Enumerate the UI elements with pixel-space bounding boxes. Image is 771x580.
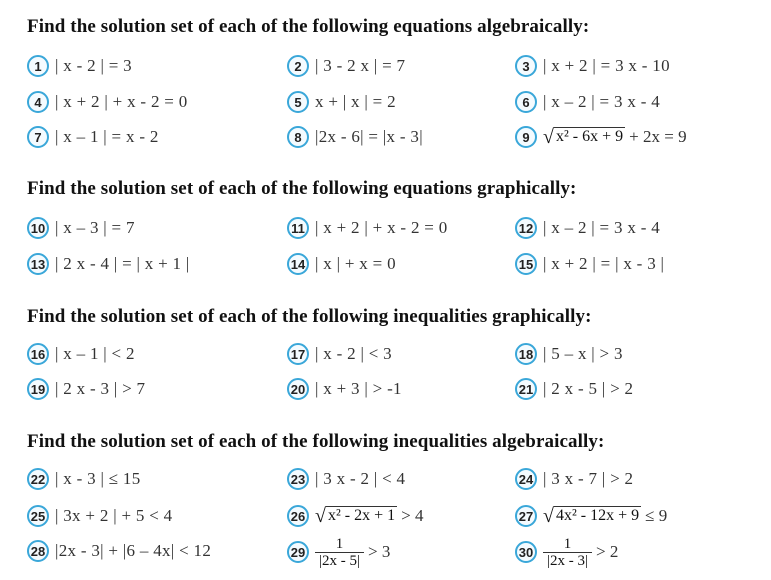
problem-number: 6 (515, 91, 537, 113)
problem-equation: | x + 2 | + x - 2 = 0 (315, 218, 448, 237)
problem-number: 30 (515, 541, 537, 563)
problem-number: 12 (515, 217, 537, 239)
problem-number: 28 (27, 540, 49, 562)
problem-equation: | 3 - 2 x | = 7 (315, 56, 406, 75)
problem-number: 22 (27, 468, 49, 490)
problem-equation-rest: + 2x = 9 (629, 127, 687, 146)
problem-equation-rest: > 4 (401, 506, 424, 525)
problem-number: 5 (287, 91, 309, 113)
problem-equation: | x - 2 | = 3 (55, 56, 132, 75)
problem-item (287, 532, 390, 572)
problem-item (515, 53, 670, 79)
problem-number: 9 (515, 126, 537, 148)
problem-item (27, 503, 172, 529)
problem-equation: |2x - 6| = |x - 3| (315, 127, 423, 146)
problem-item (287, 503, 423, 529)
fraction-numerator: 1 (563, 535, 572, 552)
problem-equation: | 2 x - 4 | = | x + 1 | (55, 254, 190, 273)
problem-number: 14 (287, 253, 309, 275)
problem-item (287, 466, 405, 492)
problem-equation: | x + 2 | = 3 x - 10 (543, 56, 670, 75)
radicand: x² - 2x + 1 (327, 507, 396, 524)
problem-number: 10 (27, 217, 49, 239)
problem-number: 21 (515, 378, 537, 400)
fraction (543, 536, 592, 569)
problem-number: 3 (515, 55, 537, 77)
fraction-denominator: |2x - 5| (315, 552, 364, 569)
section-heading-equations-graphically: Find the solution set of each of the following equations graphically: (27, 178, 577, 199)
problem-item (287, 376, 402, 402)
problem-item (515, 532, 618, 572)
problem-equation-rest: ≤ 9 (645, 506, 668, 525)
square-root-expression (543, 127, 625, 147)
problem-number: 18 (515, 343, 537, 365)
problem-number: 25 (27, 505, 49, 527)
problem-equation: | x | + x = 0 (315, 254, 396, 273)
problem-number: 19 (27, 378, 49, 400)
problem-number: 8 (287, 126, 309, 148)
radicand: 4x² - 12x + 9 (555, 507, 640, 524)
problem-item (287, 215, 448, 241)
fraction (315, 536, 364, 569)
radicand: x² - 6x + 9 (555, 128, 624, 145)
problem-equation: | x – 1 | < 2 (55, 344, 135, 363)
section-heading-inequalities-algebraically: Find the solution set of each of the following inequalities algebraically: (27, 431, 605, 452)
problem-item (515, 341, 623, 367)
problem-equation: | 5 – x | > 3 (543, 344, 623, 363)
square-root-expression (543, 506, 641, 526)
problem-item (27, 215, 135, 241)
problem-item (515, 503, 667, 529)
problem-item (287, 124, 423, 150)
section-heading-equations-algebraically: Find the solution set of each of the following equations algebraically: (27, 16, 590, 37)
problem-number: 13 (27, 253, 49, 275)
radical-sign-icon: √ (315, 505, 326, 527)
problem-number: 7 (27, 126, 49, 148)
problem-equation: | x – 2 | = 3 x - 4 (543, 218, 661, 237)
fraction-denominator: |2x - 3| (543, 552, 592, 569)
section-heading-inequalities-graphically: Find the solution set of each of the following inequalities graphically: (27, 306, 592, 327)
problem-number: 11 (287, 217, 309, 239)
fraction-numerator: 1 (335, 535, 344, 552)
problem-number: 1 (27, 55, 49, 77)
problem-equation: | 2 x - 5 | > 2 (543, 379, 634, 398)
problem-number: 15 (515, 253, 537, 275)
problem-number: 26 (287, 505, 309, 527)
radical-sign-icon: √ (543, 126, 554, 148)
problem-equation: | x + 3 | > -1 (315, 379, 402, 398)
problem-number: 20 (287, 378, 309, 400)
problem-equation-rest: > 2 (596, 542, 619, 561)
problem-equation: x + | x | = 2 (315, 92, 396, 111)
problem-number: 17 (287, 343, 309, 365)
problem-equation-rest: > 3 (368, 542, 391, 561)
square-root-expression (315, 506, 397, 526)
problem-number: 29 (287, 541, 309, 563)
problem-item (515, 124, 687, 150)
problem-item (27, 251, 190, 277)
problem-item (27, 53, 132, 79)
problem-equation: |2x - 3| + |6 – 4x| < 12 (55, 541, 212, 560)
problem-number: 27 (515, 505, 537, 527)
problem-item (515, 466, 633, 492)
problem-item (515, 89, 660, 115)
problem-item (515, 251, 664, 277)
problem-equation: | 3x + 2 | + 5 < 4 (55, 506, 173, 525)
problem-item (27, 376, 145, 402)
problem-equation: | 3 x - 2 | < 4 (315, 469, 406, 488)
problem-item (287, 251, 396, 277)
problem-item (515, 215, 660, 241)
problem-item (27, 538, 211, 564)
problem-equation: | x – 3 | = 7 (55, 218, 135, 237)
problem-item (515, 376, 633, 402)
problem-item (287, 341, 392, 367)
problem-item (27, 341, 135, 367)
problem-equation: | x - 3 | ≤ 15 (55, 469, 141, 488)
problem-item (27, 124, 159, 150)
problem-item (27, 466, 141, 492)
problem-number: 2 (287, 55, 309, 77)
problem-equation: | 3 x - 7 | > 2 (543, 469, 634, 488)
problem-number: 16 (27, 343, 49, 365)
problem-equation: | 2 x - 3 | > 7 (55, 379, 146, 398)
problem-number: 24 (515, 468, 537, 490)
radical-sign-icon: √ (543, 505, 554, 527)
problem-equation: | x – 1 | = x - 2 (55, 127, 159, 146)
problem-equation: | x - 2 | < 3 (315, 344, 392, 363)
problem-number: 4 (27, 91, 49, 113)
problem-equation: | x + 2 | = | x - 3 | (543, 254, 665, 273)
problem-item (287, 89, 396, 115)
problem-equation: | x + 2 | + x - 2 = 0 (55, 92, 188, 111)
problem-item (287, 53, 405, 79)
problem-number: 23 (287, 468, 309, 490)
problem-equation: | x – 2 | = 3 x - 4 (543, 92, 661, 111)
problem-item (27, 89, 188, 115)
